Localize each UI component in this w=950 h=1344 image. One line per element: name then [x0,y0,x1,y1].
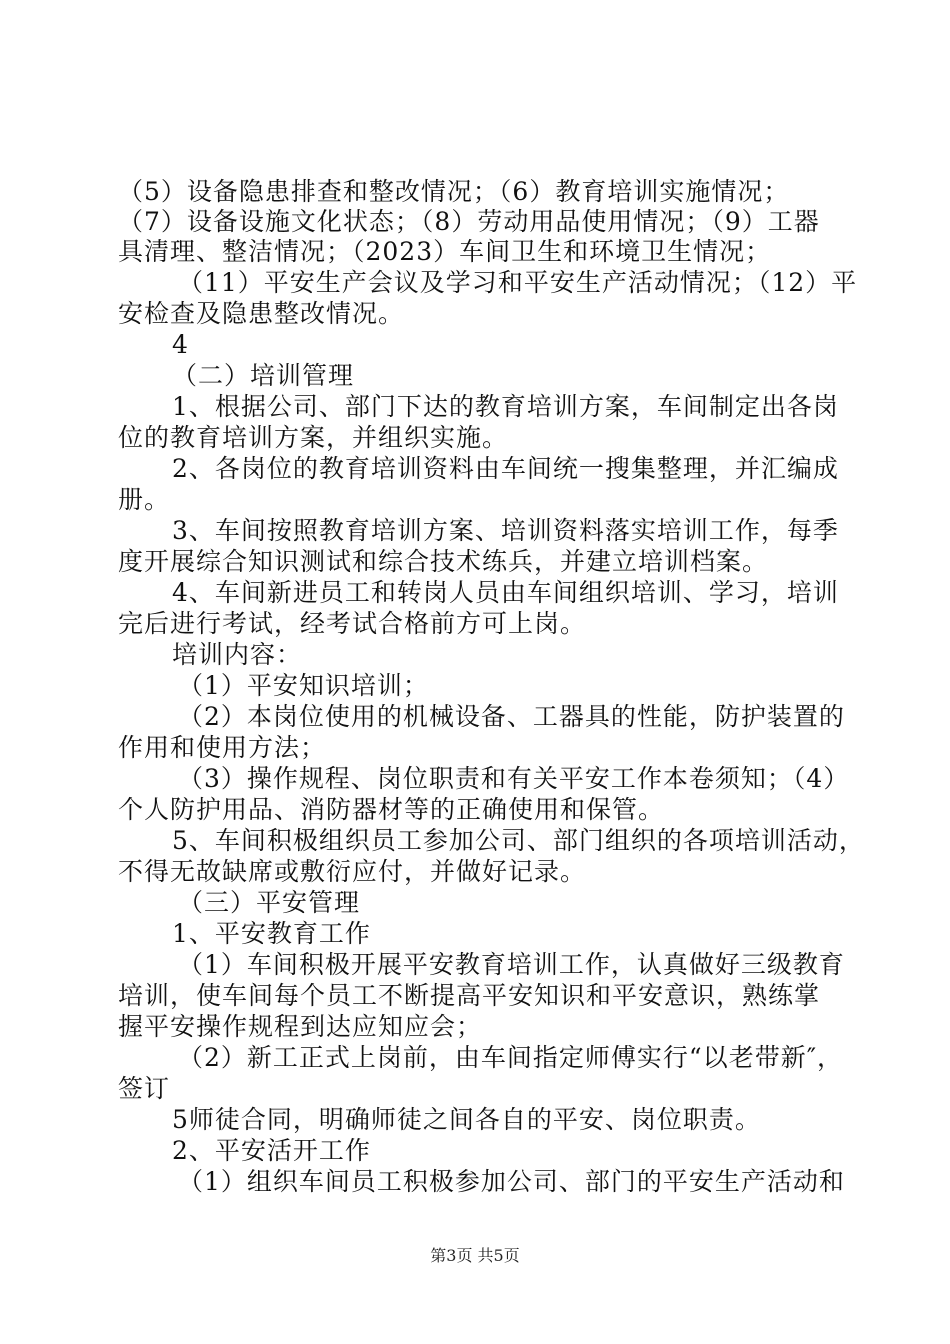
text-line: 1、根据公司、部门下达的教育培训方案，车间制定出各岗 [172,392,839,421]
text-line: （7）设备设施文化状态；（8）劳动用品使用情况；（9）工器 [118,207,820,236]
text-line: 安检查及隐患整改情况。 [118,299,405,328]
text-line: 作用和使用方法； [118,733,327,762]
text-line: 位的教育培训方案，并组织实施。 [118,423,509,452]
page-marker: 4 [172,330,189,359]
section-heading: （三）平安管理 [178,888,361,917]
text-line: （5）设备隐患排查和整改情况；（6）教育培训实施情况； [118,177,790,206]
text-line: 2、平安活开工作 [172,1136,371,1165]
text-line: 4、车间新进员工和转岗人员由车间组织培训、学习，培训 [172,578,839,607]
text-line: 5、车间积极组织员工参加公司、部门组织的各项培训活动， [172,826,865,855]
text-line: （2）新工正式上岗前，由车间指定师傅实行“以老带新″， [178,1043,844,1072]
text-line: （2）本岗位使用的机械设备、工器具的性能，防护装置的 [178,702,845,731]
text-line: （3）操作规程、岗位职责和有关平安工作本卷须知；（4） [178,764,850,793]
text-line: 度开展综合知识测试和综合技术练兵，并建立培训档案。 [118,547,769,576]
text-line: 完后进行考试，经考试合格前方可上岗。 [118,609,587,638]
text-line: 个人防护用品、消防器材等的正确使用和保管。 [118,795,665,824]
text-line: 具清理、整洁情况；（2023）车间卫生和环境卫生情况； [118,237,772,266]
text-line: 签订 [118,1074,171,1103]
text-line: 册。 [118,485,171,514]
text-line: 不得无故缺席或敷衍应付，并做好记录。 [118,857,587,886]
text-line: 培训内容： [172,640,303,669]
text-line: 培训，使车间每个员工不断提高平安知识和平安意识，熟练掌 [118,981,821,1010]
text-line: （11）平安生产会议及学习和平安生产活动情况；（12）平 [178,268,858,297]
page-footer: 第3页 共5页 [430,1246,520,1265]
text-line: 握平安操作规程到达应知应会； [118,1012,483,1041]
text-line: （1）平安知识培训； [178,671,429,700]
text-line: （1）组织车间员工积极参加公司、部门的平安生产活动和 [178,1167,845,1196]
section-heading: （二）培训管理 [172,361,355,390]
text-line: 1、平安教育工作 [172,919,371,948]
text-line: 5师徒合同，明确师徒之间各自的平安、岗位职责。 [172,1105,761,1134]
text-line: 2、各岗位的教育培训资料由车间统一搜集整理，并汇编成 [172,454,839,483]
text-line: 3、车间按照教育培训方案、培训资料落实培训工作，每季 [172,516,839,545]
text-line: （1）车间积极开展平安教育培训工作，认真做好三级教育 [178,950,845,979]
